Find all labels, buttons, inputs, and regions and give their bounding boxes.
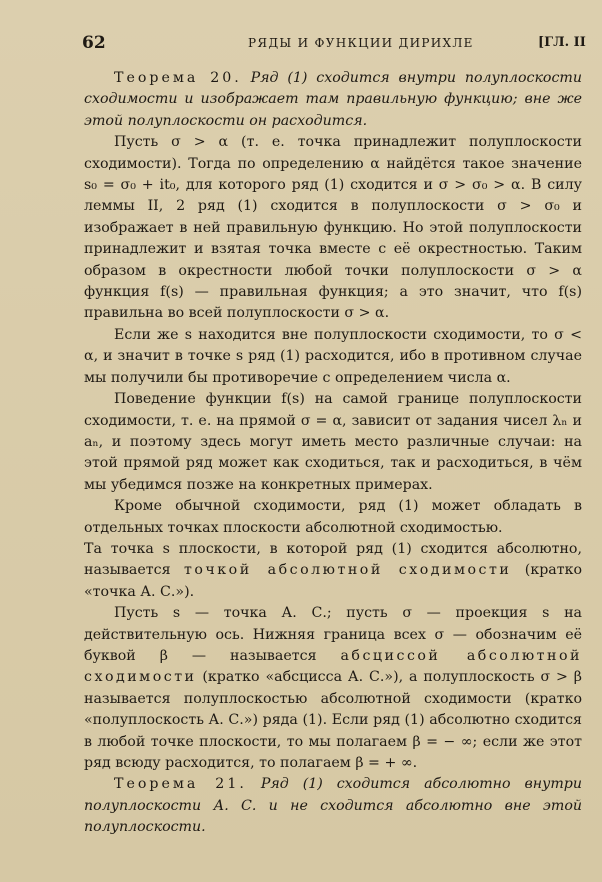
theorem-21-statement: Ряд (1) сходится абсолютно внутри полуплоскости А. С. и не сходится абсолютно вне этой полуплоскости. bbox=[84, 776, 582, 836]
page-header bbox=[82, 33, 602, 55]
theorem-21-heading: Теорема 21. bbox=[114, 776, 247, 793]
definition-abscissa-term: абсциссой абсолютной сходимости bbox=[84, 647, 582, 686]
definition-abscissa-tail: (кратко «абсцисса А. С.»), а полуплоскость σ > β называется полуплоскостью абсолютной сходимости (кратко «полуплоскость А. С.») ряда (1). Если ряд (1) абсолютно сходится в любой точке плоскости, то мы полагаем β = − ∞; если же этот ряд всюду расходится, то полагаем β = + ∞. bbox=[84, 669, 582, 771]
theorem-20 bbox=[84, 68, 582, 132]
page-number: 62 bbox=[82, 33, 106, 53]
paragraph-divergence: Если же s находится вне полуплоскости сходимости, то σ < α, и значит в точке s ряд (1) расходится, ибо в противном случае мы получили бы противоречие с определением числа α. bbox=[84, 326, 582, 386]
theorem-20-statement: Ряд (1) сходится внутри полуплоскости сходимости и изображает там правильную функцию; вне же этой полуплоскости он расходится. bbox=[84, 70, 582, 129]
paragraph-boundary: Поведение функции f(s) на самой границе полуплоскости сходимости, т. е. на прямой σ = α, зависит от задания чисел λₙ и aₙ, и поэтому здесь могут иметь место различные случаи: на этой прямой ряд может как сходиться, так и расходиться, в чём мы убедимся позже на конкретных примерах. bbox=[84, 391, 582, 493]
theorem-20-heading: Теорема 20. bbox=[114, 70, 242, 86]
definition-point-term: точкой абсолютной сходимости bbox=[184, 562, 512, 579]
paragraph-absolute-convergence: Кроме обычной сходимости, ряд (1) может обладать в отдельных точках плоскости абсолютной сходимостью. bbox=[84, 498, 582, 536]
page-body bbox=[84, 68, 582, 839]
chapter-reference: [ГЛ. II bbox=[538, 35, 586, 50]
paragraph-definition-point bbox=[84, 539, 582, 603]
paragraph-definition-abscissa bbox=[84, 603, 582, 774]
running-title: РЯДЫ И ФУНКЦИИ ДИРИХЛЕ bbox=[248, 36, 474, 50]
definition-point-text: Та точка s плоскости, в которой ряд (1) сходится абсолютно, называется bbox=[84, 540, 582, 579]
definition-abscissa-text: Пусть s — точка А. С.; пусть σ — проекция s на действительную ось. Нижняя граница всех σ — обозначим её буквой β — называется bbox=[84, 605, 582, 664]
definition-point-tail: (кратко «точка А. С.»). bbox=[84, 562, 582, 600]
theorem-21 bbox=[84, 774, 582, 838]
paragraph-proof: Пусть σ > α (т. е. точка принадлежит полуплоскости сходимости). Тогда по определению α найдётся такое значение s₀ = σ₀ + it₀, для которого ряд (1) сходится и σ > σ₀ > α. В силу леммы II, 2 ряд (1) сходится в полуплоскости σ > σ₀ и изображает в ней правильную функцию. Но этой полуплоскости принадлежит и взятая точка вместе с её окрестностью. Таким образом в окрестности любой точки полуплоскости σ > α функция f(s) — правильная функция; а это значит, что f(s) правильна во всей полуплоскости σ > α. bbox=[84, 134, 582, 322]
